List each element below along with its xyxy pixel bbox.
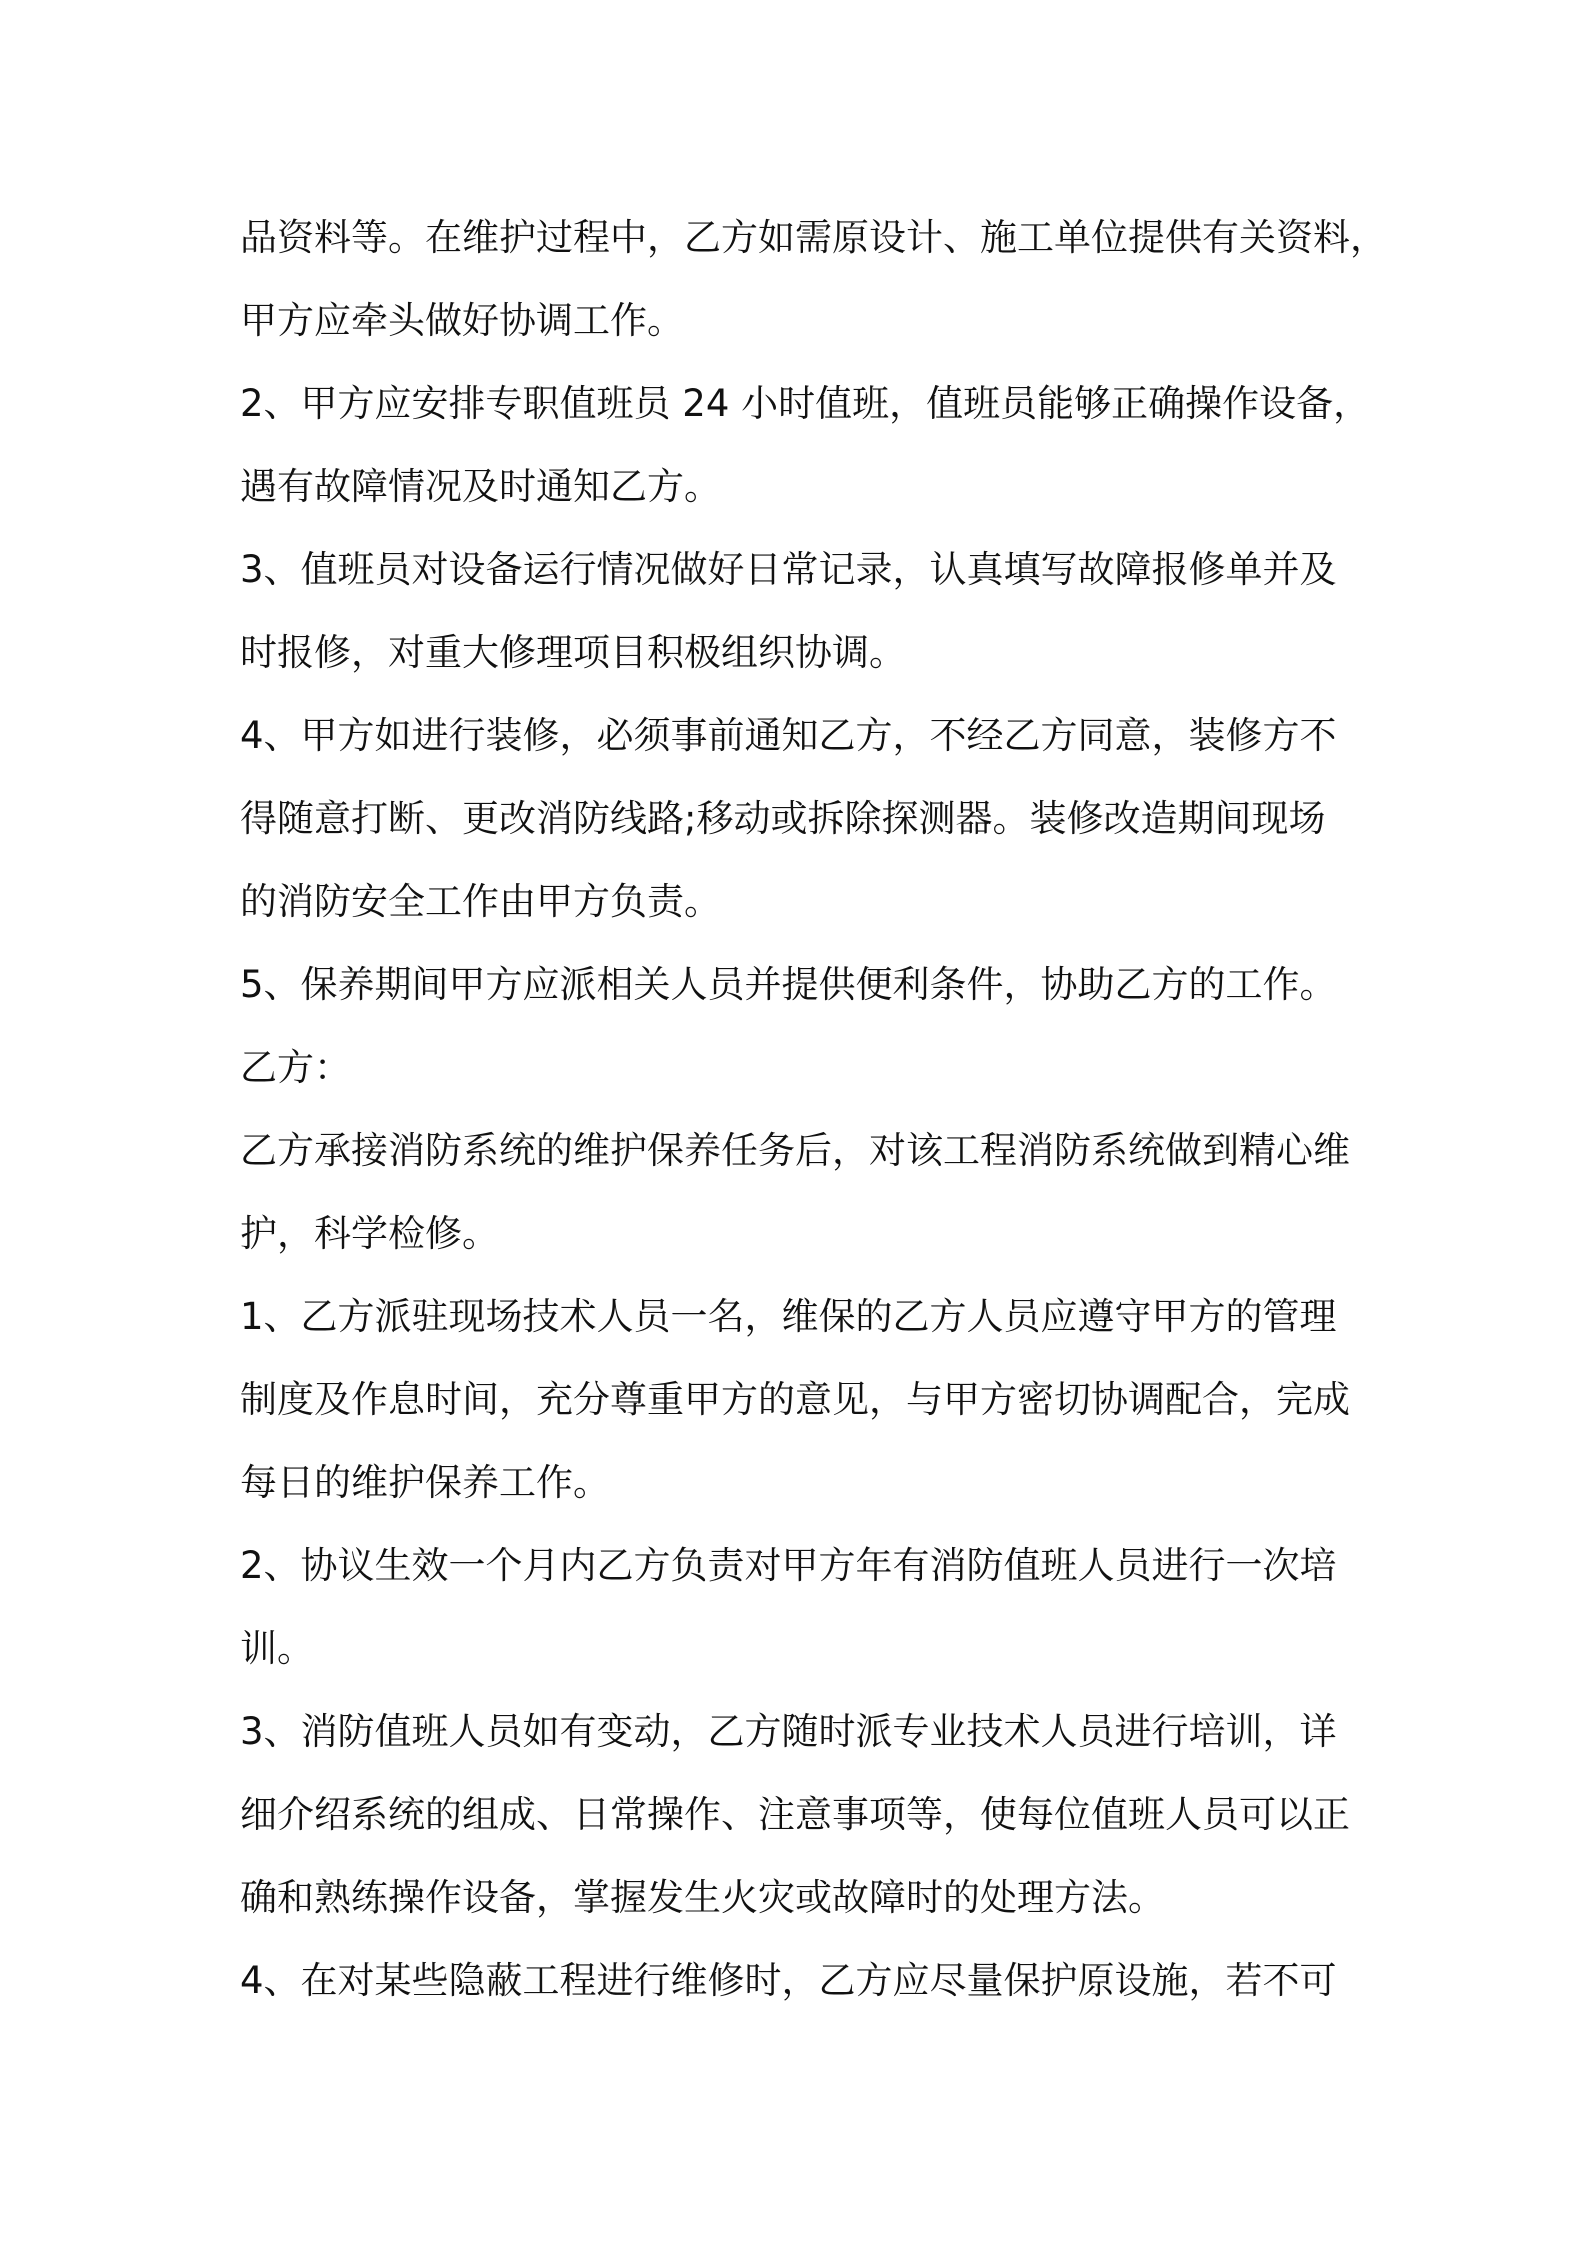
text-line: 5、保养期间甲方应派相关人员并提供便利条件，协助乙方的工作。 [240,963,1337,1006]
text-line: 遇有故障情况及时通知乙方。 [240,465,721,508]
text-line: 确和熟练操作设备，掌握发生火灾或故障时的处理方法。 [240,1876,1165,1919]
text-line: 得随意打断、更改消防线路;移动或拆除探测器。装修改造期间现场 [240,797,1326,840]
text-line: 3、消防值班人员如有变动，乙方随时派专业技术人员进行培训，详 [240,1710,1337,1753]
text-line: 制度及作息时间，充分尊重甲方的意见，与甲方密切协调配合，完成 [240,1378,1350,1421]
text-line: 2、甲方应安排专职值班员 24 小时值班，值班员能够正确操作设备， [240,382,1371,425]
document-body [240,196,1387,2022]
text-line: 4、在对某些隐蔽工程进行维修时，乙方应尽量保护原设施，若不可 [240,1959,1337,2002]
text-line: 每日的维护保养工作。 [240,1461,610,1504]
text-line: 4、甲方如进行装修，必须事前通知乙方，不经乙方同意，装修方不 [240,714,1337,757]
text-line: 3、值班员对设备运行情况做好日常记录，认真填写故障报修单并及 [240,548,1337,591]
text-line: 的消防安全工作由甲方负责。 [240,880,721,923]
text-line: 2、协议生效一个月内乙方负责对甲方年有消防值班人员进行一次培 [240,1544,1337,1587]
text-line: 乙方承接消防系统的维护保养任务后，对该工程消防系统做到精心维 [240,1129,1350,1172]
text-line: 1、乙方派驻现场技术人员一名，维保的乙方人员应遵守甲方的管理 [240,1295,1337,1338]
section-heading: 乙方： [240,1046,351,1089]
text-line: 时报修，对重大修理项目积极组织协调。 [240,631,906,674]
text-line: 细介绍系统的组成、日常操作、注意事项等，使每位值班人员可以正 [240,1793,1350,1836]
text-line: 护，科学检修。 [240,1212,499,1255]
text-line: 甲方应牵头做好协调工作。 [240,299,684,342]
text-line: 品资料等。在维护过程中，乙方如需原设计、施工单位提供有关资料， [240,216,1387,259]
text-line: 训。 [240,1627,314,1670]
